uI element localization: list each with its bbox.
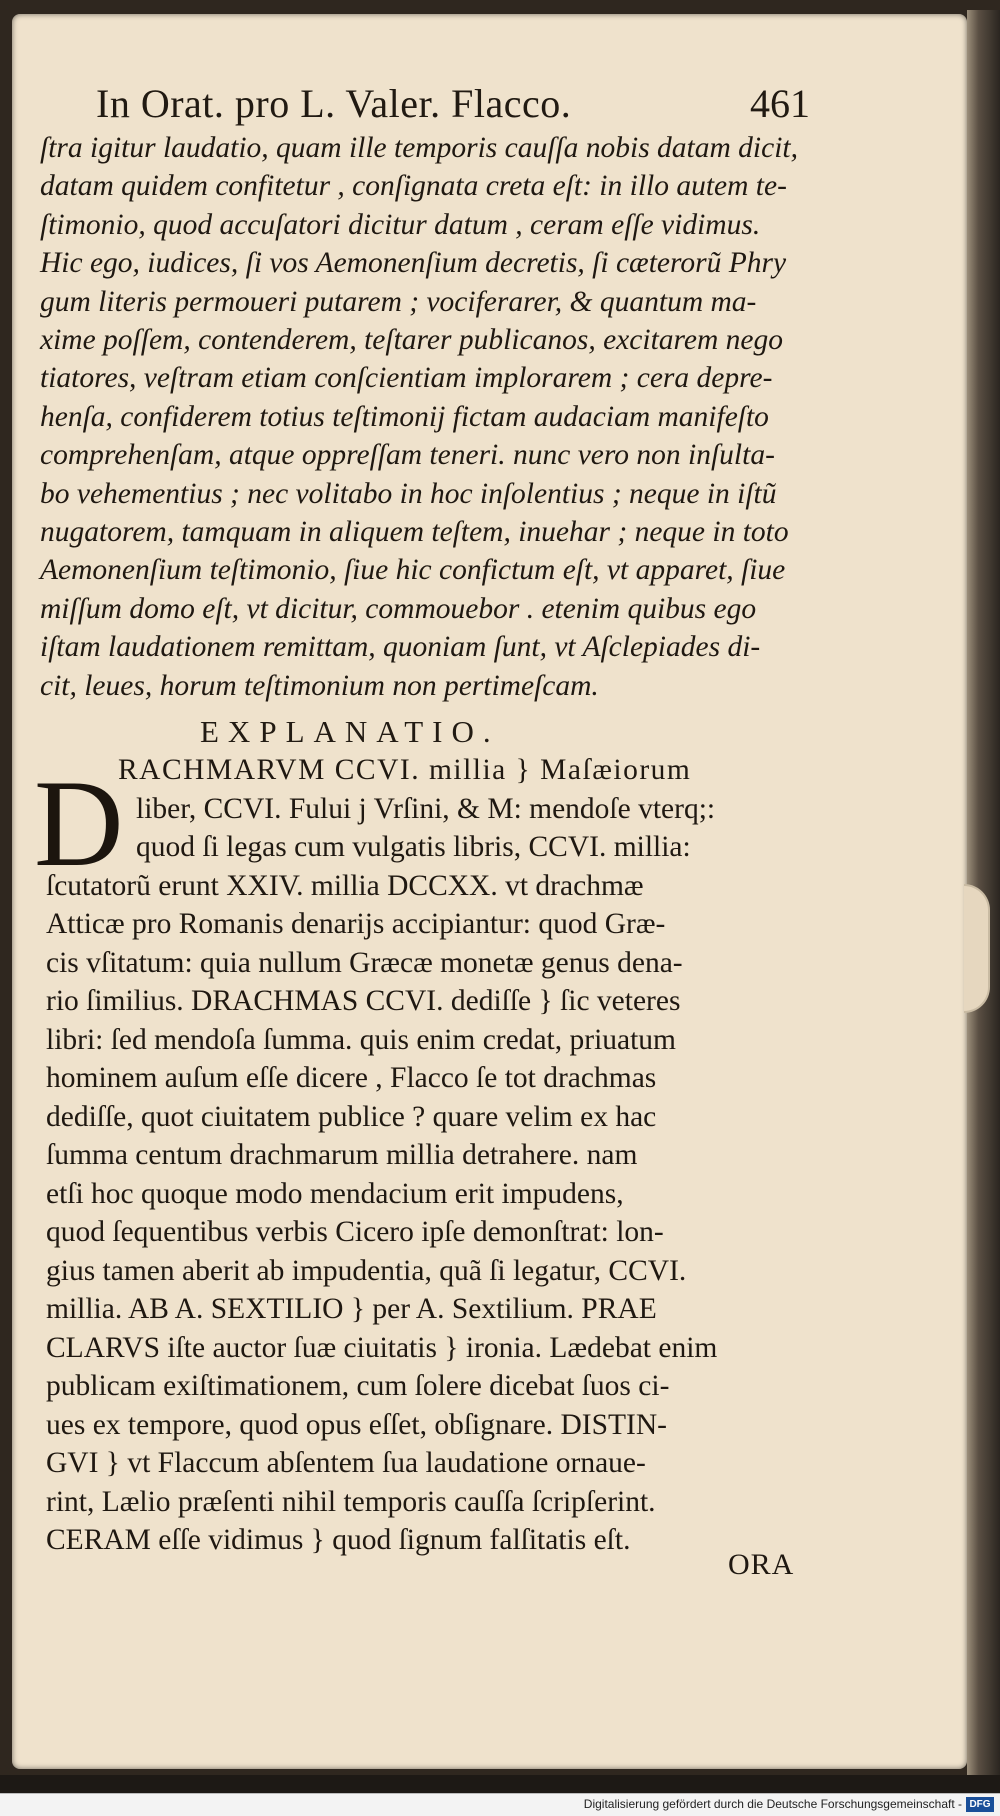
commentary-line: rio ſimilius. DRACHMAS CCVI. dediſſe } ſic veteres xyxy=(46,985,681,1017)
oration-line: bo vehementius ; nec volitabo in hoc inſolentius ; neque in iſtũ xyxy=(40,477,777,510)
oration-line: nugatorem, tamquam in aliquem teſtem, inuehar ; neque in toto xyxy=(40,516,789,548)
oration-line: ſtra igitur laudatio, quam ille temporis cauſſa nobis datam dicit, xyxy=(40,132,798,164)
book-page xyxy=(12,14,967,1769)
oration-line: henſa, confiderem totius teſtimonij fictam audaciam manifeſto xyxy=(40,400,769,433)
oration-line: Hic ego, iudices, ſi vos Aemonenſium decretis, ſi cæterorũ Phry xyxy=(40,247,787,280)
commentary-line: quod ſequentibus verbis Cicero ipſe demonſtrat: lon- xyxy=(46,1216,664,1248)
drop-cap: D xyxy=(34,755,124,892)
running-head xyxy=(12,80,967,130)
running-head-title: In Orat. pro L. Valer. Flacco. xyxy=(96,81,572,126)
footer-credit: Digitalisierung gefördert durch die Deutsche Forschungsgemeinschaft - xyxy=(583,1797,962,1811)
commentary-line: RACHMARVM CCVI. millia } Maſæiorum xyxy=(118,754,692,786)
commentary-line: Atticæ pro Romanis denarijs accipiantur: quod Græ- xyxy=(46,908,666,940)
commentary-line: liber, CCVI. Fului j Vrſini, & M: mendoſe vterq;: xyxy=(136,792,716,825)
commentary-line: dediſſe, quot ciuitatem publice ? quare velim ex hac xyxy=(46,1100,657,1133)
commentary-line: etſi hoc quoque modo mendacium erit impudens, xyxy=(46,1177,624,1210)
commentary-line: rint, Lælio præſenti nihil temporis cauſſa ſcripſerint. xyxy=(46,1485,656,1518)
oration-line: cit, leues, horum teſtimonium non pertimeſcam. xyxy=(40,669,599,702)
commentary-line: ſcutatorũ erunt XXIV. millia DCCXX. vt drachmæ xyxy=(46,869,644,902)
commentary-line: libri: ſed mendoſa ſumma. quis enim credat, priuatum xyxy=(46,1023,677,1056)
commentary-line: cis vſitatum: quia nullum Græcæ monetæ genus dena- xyxy=(46,946,683,979)
oration-line: xime poſſem, contenderem, teſtarer publicanos, excitarem nego xyxy=(40,324,784,356)
oration-line: Aemonenſium teſtimonio, ſiue hic confictum eſt, vt apparet, ſiue xyxy=(40,554,786,587)
commentary-line: hominem auſum eſſe dicere , Flacco ſe tot drachmas xyxy=(46,1062,657,1094)
commentary-line: gius tamen aberit ab impudentia, quã ſi legatur, CCVI. xyxy=(46,1254,687,1287)
commentary-line: quod ſi legas cum vulgatis libris, CCVI. millia: xyxy=(136,831,691,863)
scan-bottom-edge xyxy=(0,1775,1000,1793)
commentary-line: millia. AB A. SEXTILIO } per A. Sextilium. PRAE xyxy=(46,1293,657,1325)
explanatio-heading: EXPLANATIO. xyxy=(200,714,500,749)
commentary-line: ues ex tempore, quod opus eſſet, obſignare. DISTIN- xyxy=(46,1408,667,1441)
oration-line: ſtimonio, quod accuſatori dicitur datum , ceram eſſe vidimus. xyxy=(40,208,761,241)
commentary-line: publicam exiſtimationem, cum ſolere dicebat ſuos ci- xyxy=(46,1370,670,1402)
footer-bar xyxy=(0,1793,1000,1816)
dfg-logo-icon: DFG xyxy=(966,1797,994,1812)
commentary-line: GVI } vt Flaccum abſentem ſua laudatione ornaue- xyxy=(46,1447,646,1479)
oration-line: iſtam laudationem remittam, quoniam ſunt, vt Aſclepiades di- xyxy=(40,631,761,664)
oration-line: tiatores, veſtram etiam conſcientiam implorarem ; cera depre- xyxy=(40,362,773,395)
oration-line: datam quidem confitetur , conſignata creta eſt: in illo autem te- xyxy=(40,170,787,203)
page-edge-curl xyxy=(964,884,990,1013)
commentary-line: ſumma centum drachmarum millia detrahere. nam xyxy=(46,1139,638,1171)
commentary-line: CERAM eſſe vidimus } quod ſignum falſitatis eſt. xyxy=(46,1524,631,1556)
oration-line: comprehenſam, atque oppreſſam teneri. nunc vero non inſulta- xyxy=(40,439,775,472)
page-number: 461 xyxy=(750,81,810,126)
oration-line: miſſum domo eſt, vt dicitur, commouebor . etenim quibus ego xyxy=(40,592,757,625)
commentary-line: CLARVS iſte auctor ſuæ ciuitatis } ironia. Lædebat enim xyxy=(46,1331,718,1364)
catchword: ORA xyxy=(728,1548,795,1581)
oration-line: gum literis permoueri putarem ; vociferarer, & quantum ma- xyxy=(40,285,757,318)
